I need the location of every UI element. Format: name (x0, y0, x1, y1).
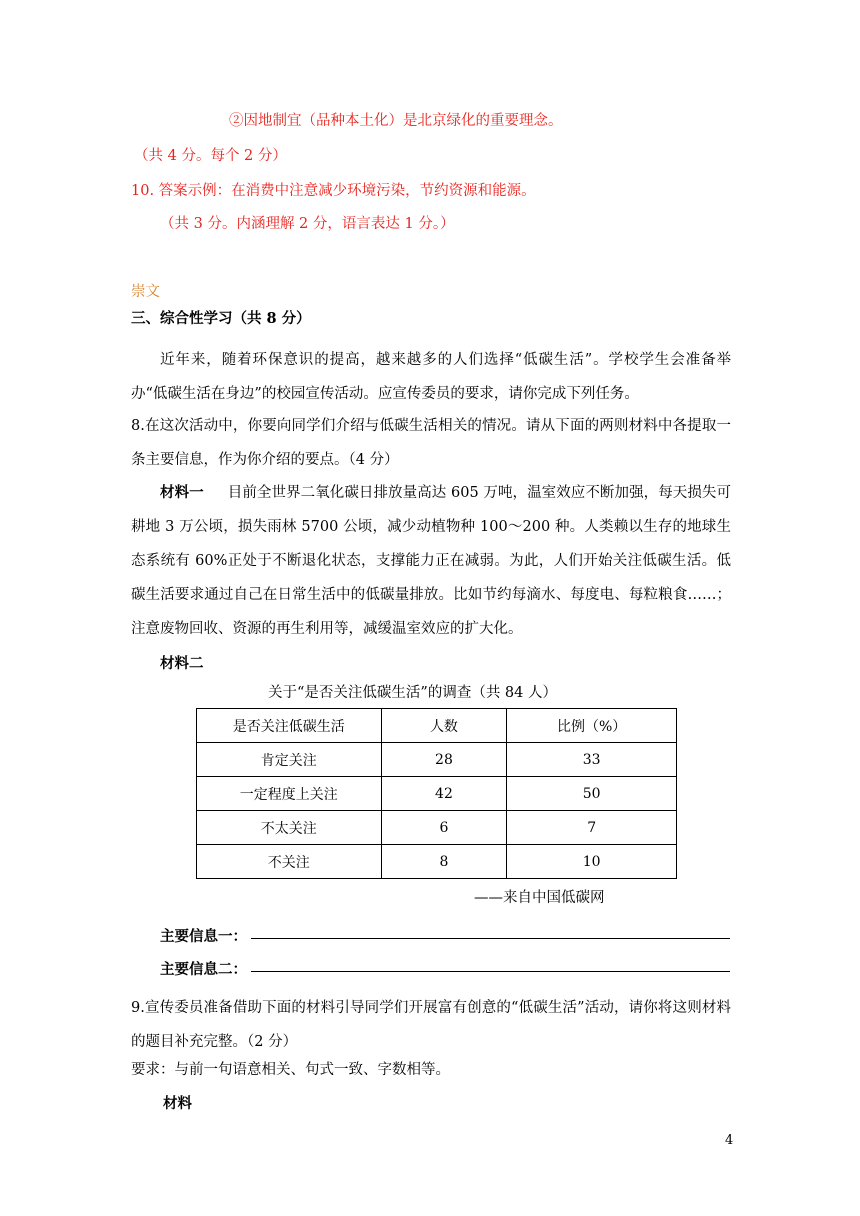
answer-line-2: （共 4 分。每个 2 分） (134, 148, 287, 164)
page-number: 4 (725, 1133, 734, 1148)
info-2-label: 主要信息二： (160, 961, 247, 978)
table-cell: 不关注 (197, 845, 382, 879)
table-cell: 42 (381, 777, 507, 811)
table-caption: 关于“是否关注低碳生活”的调查（共 84 人） (268, 685, 557, 701)
answer-line-3: 10. 答案示例：在消费中注意减少环境污染，节约资源和能源。 (131, 183, 536, 199)
info-1-blank[interactable] (251, 938, 730, 939)
table-source: ——来自中国低碳网 (474, 890, 605, 906)
table-cell: 肯定关注 (197, 743, 382, 777)
table-row (197, 811, 677, 845)
table-cell: 28 (381, 743, 507, 777)
answer-line-4: （共 3 分。内涵理解 2 分，语言表达 1 分。） (160, 216, 455, 232)
table-cell: 6 (381, 811, 507, 845)
survey-table (196, 708, 677, 879)
material-1-label: 材料一 (160, 484, 204, 501)
info-2-blank[interactable] (251, 971, 730, 972)
material-label: 材料 (163, 1095, 192, 1112)
table-cell: 50 (507, 777, 677, 811)
table-row (197, 777, 677, 811)
intro-paragraph: 近年来，随着环保意识的提高，越来越多的人们选择“低碳生活”。学校学生会准备举办“低碳生活在身边”的校园宣传活动。应宣传委员的要求，请你完成下列任务。 (131, 352, 731, 402)
table-header: 是否关注低碳生活 (197, 709, 382, 743)
table-row (197, 845, 677, 879)
question-9-requirement: 要求：与前一句语意相关、句式一致、字数相等。 (131, 1062, 450, 1078)
question-8: 8.在这次活动中，你要向同学们介绍与低碳生活相关的情况。请从下面的两则材料中各提取一条主要信息，作为你介绍的要点。（4 分） (131, 418, 731, 468)
table-cell: 7 (507, 811, 677, 845)
material-2-label: 材料二 (160, 655, 204, 672)
table-header-row (197, 709, 677, 743)
table-cell: 一定程度上关注 (197, 777, 382, 811)
info-1-label: 主要信息一： (160, 928, 247, 945)
table-header: 比例（%） (507, 709, 677, 743)
table-cell: 8 (381, 845, 507, 879)
table-cell: 不太关注 (197, 811, 382, 845)
material-1-text: 目前全世界二氧化碳日排放量高达 605 万吨，温室效应不断加强，每天损失可耕地 3 万公顷，损失雨林 5700 公顷，减少动植物种 100～200 种。人类赖以生存的地球生态系统有 60%正处于不断退化状态，支撑能力正在减弱。为此，人们开始关注低碳生活。低碳生活要求通过自己在日常生活中的低碳量排放。比如节约每滴水、每度电、每粒粮食……；注意废物回收、资源的再生利用等，减缓温室效应的扩大化。 (131, 485, 731, 637)
section-tag: 崇文 (131, 284, 160, 300)
table-header: 人数 (381, 709, 507, 743)
table-row (197, 743, 677, 777)
table-cell: 10 (507, 845, 677, 879)
section-title: 三、综合性学习（共 8 分） (131, 310, 311, 327)
material-1-paragraph (131, 476, 731, 646)
table-cell: 33 (507, 743, 677, 777)
question-9: 9.宣传委员准备借助下面的材料引导同学们开展富有创意的“低碳生活”活动，请你将这则材料的题目补充完整。（2 分） (131, 1000, 731, 1050)
answer-line-1: ②因地制宜（品种本土化）是北京绿化的重要理念。 (229, 113, 563, 129)
